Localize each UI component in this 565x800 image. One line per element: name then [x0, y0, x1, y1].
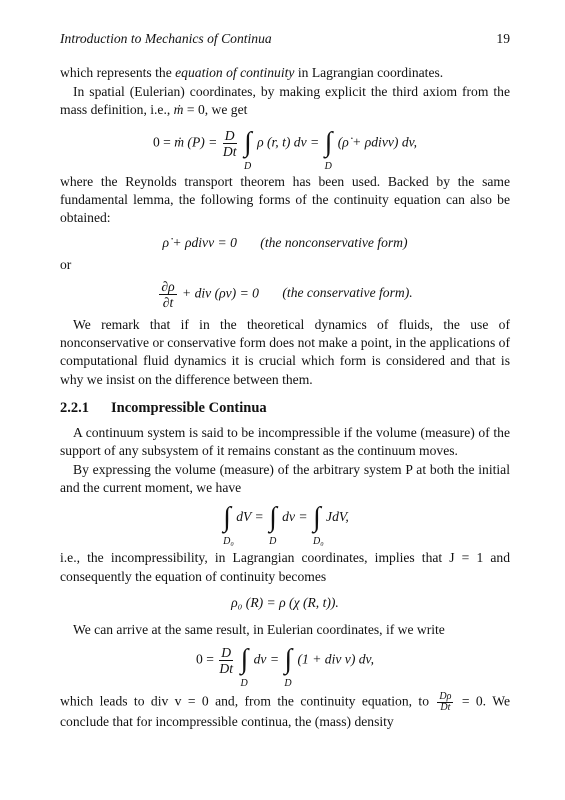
section-number: 2.2.1: [60, 400, 89, 417]
integral-domain: D₀: [223, 536, 234, 548]
eq-text: + div (ρv) = 0: [182, 285, 259, 301]
integral: ∫ D₀: [223, 503, 231, 533]
text: = 0. We conclude that for incompressible continua, the (mass) density: [60, 693, 511, 729]
denominator: Dt: [222, 143, 237, 159]
eq-text: ρ₀ (R) = ρ (χ (R, t)).: [231, 595, 339, 611]
paragraph-9: [60, 692, 510, 731]
integral: ∫ D: [269, 503, 277, 533]
eq-text: ρ̇ + ρdivv = 0: [162, 234, 237, 250]
paragraph-1: [60, 64, 510, 82]
eq-tag: (the conservative form).: [282, 285, 413, 301]
eq-text: 0 =: [152, 134, 175, 150]
running-head: [60, 30, 510, 48]
eq-text: (1 + div v) dv,: [297, 651, 374, 667]
or-word: or: [60, 257, 72, 273]
denominator: Dt: [440, 701, 451, 713]
paragraph-5: A continuum system is said to be incompressible if the volume (measure) of the support of any subsystem of it remains constant as the continuum moves.: [60, 424, 510, 459]
eq-text: ρ (r, t) dv =: [257, 134, 320, 150]
integral: ∫ D: [244, 128, 252, 158]
integral-domain: D₀: [312, 536, 324, 548]
numerator: Dρ: [439, 690, 452, 702]
integral: ∫ D: [325, 128, 333, 158]
page: [60, 30, 510, 731]
equation-5: [60, 594, 510, 612]
integral-domain: D: [240, 678, 248, 690]
running-title: Introduction to Mechanics of Continua: [60, 31, 272, 46]
eq-text: 0 =: [196, 651, 214, 667]
fraction: [437, 692, 453, 713]
integral: ∫ D: [284, 645, 292, 675]
page-number: 19: [496, 31, 510, 46]
integral-domain: D: [284, 678, 292, 690]
text: which leads to div v = 0 and, from the continuity equation, to: [60, 693, 436, 709]
section-title: Incompressible Continua: [111, 400, 267, 417]
section-heading: [60, 399, 510, 417]
denominator: Dt: [219, 660, 233, 676]
eq-text: dV =: [236, 509, 264, 525]
integral-domain: D: [269, 536, 277, 548]
integral-domain: D: [244, 161, 252, 173]
paragraph-2: [60, 83, 510, 120]
numerator: D: [224, 127, 235, 143]
eq-text: dv =: [253, 651, 280, 667]
fraction: [159, 279, 176, 310]
equation-4: [60, 502, 510, 548]
numerator: ∂ρ: [161, 278, 175, 294]
eq-text: JdV,: [326, 509, 349, 525]
text: = 0, we get: [183, 102, 248, 118]
denominator: ∂t: [162, 294, 174, 310]
emphasis: equation of continuity: [175, 65, 295, 81]
text: In spatial (Eulerian) coordinates, by making explicit the third axiom from the mass definition, i.e.,: [60, 83, 510, 118]
eq-text: (ρ̇ + ρdivv) dv,: [337, 134, 418, 150]
math: ṁ: [173, 102, 184, 118]
equation-2: [60, 234, 510, 252]
equation-1: [60, 127, 510, 173]
fraction: [219, 645, 233, 676]
eq-text: ṁ (P) =: [174, 134, 218, 150]
numerator: D: [221, 644, 232, 660]
integral-domain: D: [324, 161, 332, 173]
integral: ∫ D: [241, 645, 249, 675]
paragraph-7: i.e., the incompressibility, in Lagrangian coordinates, implies that J = 1 and consequently the equation of continuity becomes: [60, 550, 510, 584]
integral: ∫ D₀: [313, 503, 321, 533]
fraction: [223, 128, 237, 159]
text: which represents the: [60, 65, 176, 81]
eq-text: dv =: [282, 509, 308, 525]
paragraph-8: We can arrive at the same result, in Eulerian coordinates, if we write: [73, 621, 445, 637]
paragraph-4: We remark that if in the theoretical dynamics of fluids, the use of nonconservative or conservative form does not make a point, in the applications of computational fluid dynamics it is crucial which form is considered and that is why we insist on the difference between them.: [60, 316, 510, 387]
paragraph-3: where the Reynolds transport theorem has been used. Backed by the same fundamental lemma, the following forms of the continuity equation can also be obtained:: [60, 173, 510, 226]
paragraph-6: By expressing the volume (measure) of the arbitrary system P at both the initial and the current moment, we have: [60, 461, 510, 495]
eq-tag: (the nonconservative form): [260, 234, 408, 250]
equation-3: [60, 279, 510, 310]
equation-6: [60, 644, 510, 690]
text: in Lagrangian coordinates.: [294, 65, 444, 81]
